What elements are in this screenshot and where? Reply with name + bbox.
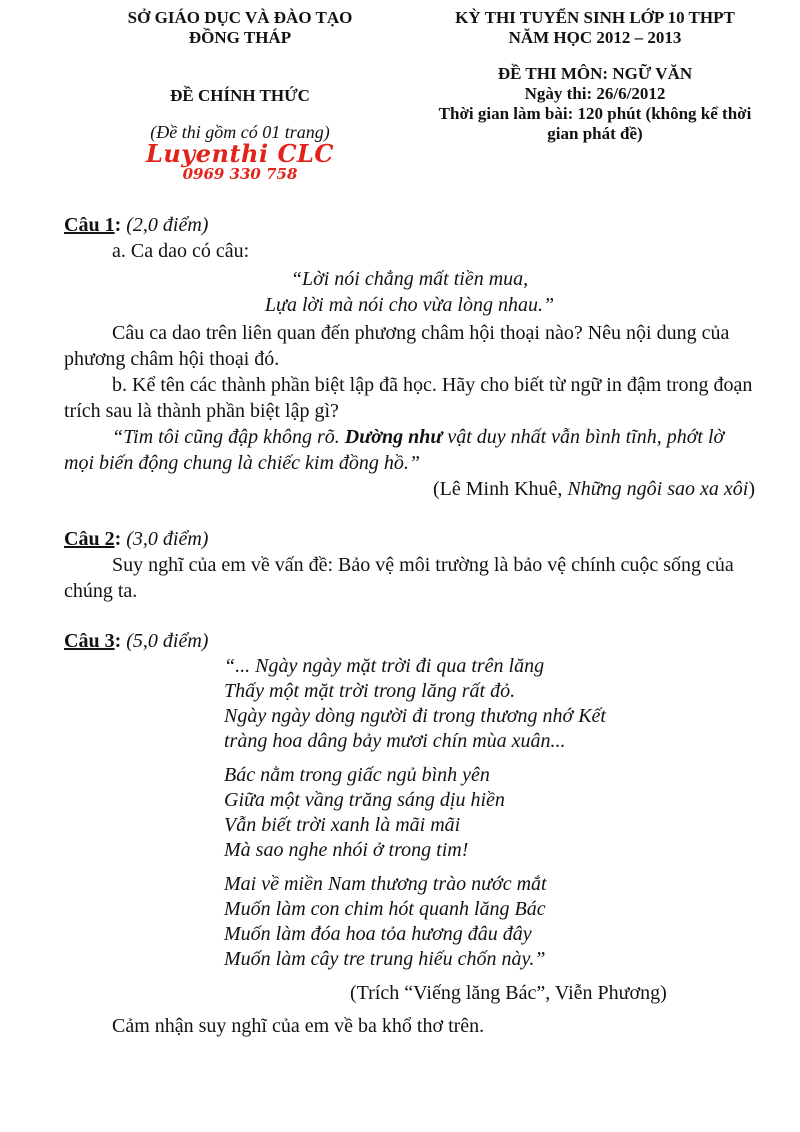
- poem-line: Mai về miền Nam thương trào nước mắt: [224, 873, 547, 895]
- poem-stanza-1: [224, 654, 755, 754]
- poem-line: Bác nằm trong giấc ngủ bình yên: [224, 764, 490, 786]
- poem-line: Muốn làm con chim hót quanh lăng Bác: [224, 898, 546, 920]
- question-2-points: (3,0 điểm): [126, 528, 209, 550]
- poem-line: tràng hoa dâng bảy mươi chín mùa xuân...: [224, 730, 566, 752]
- question-2-section: [64, 526, 755, 604]
- question-1a-text: Câu ca dao trên liên quan đến phương châm hội thoại nào? Nêu nội dung của phương châm hội thoại đó.: [64, 322, 730, 370]
- question-3-label: Câu 3: [64, 630, 115, 652]
- quote-source: [64, 476, 755, 502]
- poem-line: Muốn làm cây tre trung hiếu chốn này.”: [224, 948, 546, 970]
- poem-line: “... Ngày ngày mặt trời đi qua trên lăng: [224, 655, 545, 677]
- poem-line: Thấy một mặt trời trong lăng rất đỏ.: [224, 680, 516, 702]
- exam-subject: ĐỀ THI MÔN: NGỮ VĂN: [497, 64, 693, 83]
- exam-title-line2: NĂM HỌC 2012 – 2013: [508, 28, 682, 47]
- quote-source-title: Những ngôi sao xa xôi: [567, 478, 749, 500]
- header-left-block: [60, 8, 420, 182]
- document-header: [0, 0, 800, 182]
- poem-stanza-3: [224, 872, 755, 972]
- question-1b-quote: [64, 424, 755, 476]
- poem-line: Ngày ngày dòng người đi trong thương nhớ Kết: [224, 705, 606, 727]
- quote-text-after: vật duy nhất vẫn bình tĩnh, phớt lờ mọi biến động chung là chiếc kim đồng hồ.”: [64, 426, 725, 474]
- poem-source: (Trích “Viếng lăng Bác”, Viễn Phương): [350, 982, 667, 1004]
- department-name-line2: ĐỒNG THÁP: [188, 28, 292, 47]
- question-2-colon: :: [114, 528, 127, 550]
- quote-source-close: ): [748, 478, 755, 500]
- brand-watermark: Luyenthi CLC: [145, 139, 335, 168]
- question-1-colon: :: [114, 214, 127, 236]
- exam-body: [0, 212, 800, 1039]
- header-right-block: [420, 8, 770, 182]
- question-1b-text: b. Kể tên các thành phần biệt lập đã học. Hãy cho biết từ ngữ in đậm trong đoạn trích sau là thành phần biệt lập gì?: [64, 374, 753, 422]
- quote-bold-term: Dường như: [344, 426, 443, 448]
- question-1-points: (2,0 điểm): [126, 214, 209, 236]
- question-1-label: Câu 1: [64, 214, 115, 236]
- question-3-prompt: Cảm nhận suy nghĩ của em về ba khổ thơ trên.: [112, 1015, 485, 1037]
- poem-line: Muốn làm đóa hoa tỏa hương đâu đây: [224, 923, 532, 945]
- official-exam-label: ĐỀ CHÍNH THỨC: [170, 86, 310, 105]
- exam-title-line1: KỲ THI TUYỂN SINH LỚP 10 THPT: [455, 8, 735, 27]
- poem-line: Mà sao nghe nhói ở trong tim!: [224, 839, 469, 861]
- question-1a-intro: a. Ca dao có câu:: [112, 240, 250, 262]
- folk-verse-line: Lựa lời mà nói cho vừa lòng nhau.”: [264, 294, 555, 316]
- question-3-heading: [64, 628, 755, 654]
- poem-excerpt: [224, 654, 755, 972]
- folk-verse: [64, 266, 755, 318]
- question-3-colon: :: [114, 630, 127, 652]
- question-2-text: Suy nghĩ của em về vấn đề: Bảo vệ môi trường là bảo vệ chính cuộc sống của chúng ta.: [64, 554, 734, 602]
- brand-phone-number: 0969 330 758: [182, 165, 298, 183]
- department-name-line1: SỞ GIÁO DỤC VÀ ĐÀO TẠO: [127, 8, 353, 27]
- question-3-points: (5,0 điểm): [126, 630, 209, 652]
- folk-verse-line: “Lời nói chẳng mất tiền mua,: [290, 268, 529, 290]
- quote-source-author: (Lê Minh Khuê,: [433, 478, 568, 500]
- quote-text-before: “Tim tôi cũng đập không rõ.: [112, 426, 345, 448]
- question-1-section: [64, 212, 755, 502]
- exam-duration: Thời gian làm bài: 120 phút (không kể thời gian phát đề): [438, 104, 752, 143]
- page-count-note: (Đề thi gồm có 01 trang): [150, 122, 330, 142]
- question-3-section: [64, 628, 755, 1039]
- poem-stanza-2: [224, 763, 755, 863]
- question-2-heading: [64, 526, 755, 552]
- poem-line: Giữa một vầng trăng sáng dịu hiền: [224, 789, 505, 811]
- question-2-label: Câu 2: [64, 528, 115, 550]
- poem-line: Vẫn biết trời xanh là mãi mãi: [224, 814, 461, 836]
- question-1-heading: [64, 212, 755, 238]
- exam-date: Ngày thi: 26/6/2012: [524, 84, 666, 103]
